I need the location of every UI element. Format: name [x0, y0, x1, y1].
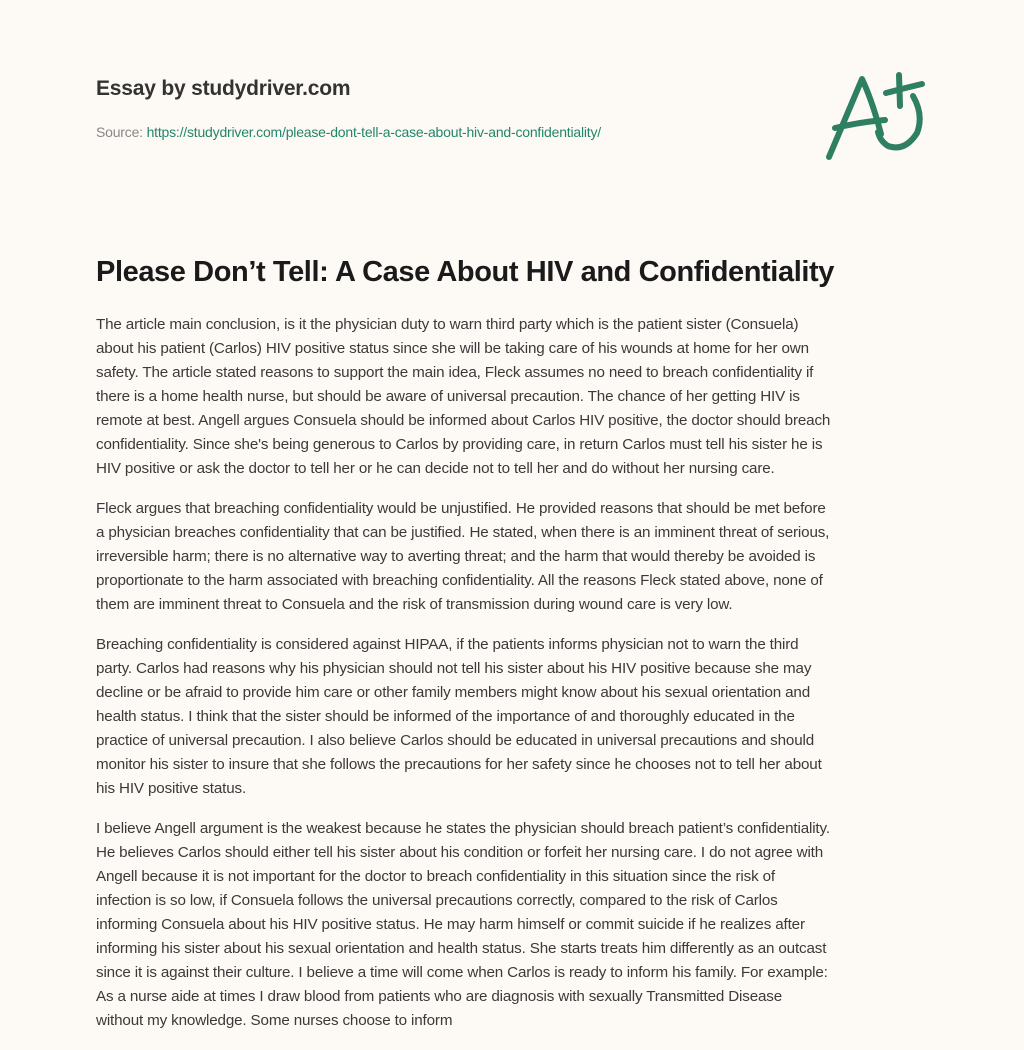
paragraph-line: informing his sister about his sexual orientation and health status. She starts treats him differently as an outcast [96, 940, 827, 957]
paragraph-line: monitor his sister to insure that she follows the precautions for her safety since he chooses not to tell her about [96, 756, 822, 773]
source-link[interactable]: https://studydriver.com/please-dont-tell-a-case-about-hiv-and-confidentiality/ [146, 124, 601, 140]
paragraph-line: about his patient (Carlos) HIV positive status since she will be taking care of his wounds at home for her own [96, 340, 809, 357]
paragraph-line: his HIV positive status. [96, 780, 247, 797]
paragraph-line: He believes Carlos should either tell his sister about his condition or forfeit her nursing care. I do not agree with [96, 844, 824, 861]
paragraph-line: practice of universal precaution. I also believe Carlos should be educated in universal precautions and should [96, 732, 815, 749]
paragraph-line: Angell because it is not important for the doctor to breach confidentiality in this situation since the risk of [96, 868, 775, 885]
paragraph-line: confidentiality. Since she's being generous to Carlos by providing care, in return Carlos must tell his sister he is [96, 436, 823, 453]
site-title: Essay by studydriver.com [96, 77, 351, 100]
paragraph-line: The article main conclusion, is it the physician duty to warn third party which is the patient sister (Consuela) [96, 316, 799, 333]
paragraph-line: Breaching confidentiality is considered against HIPAA, if the patients informs physician not to warn the third [96, 636, 799, 653]
paragraph-line: them are imminent threat to Consuela and the risk of transmission during wound care is very low. [96, 596, 733, 613]
paragraph-line: As a nurse aide at times I draw blood from patients who are diagnosis with sexually Transmitted Disease [96, 988, 783, 1005]
paragraph-line: proportionate to the harm associated with breaching confidentiality. All the reasons Fleck stated above, none of [96, 572, 823, 589]
paragraph-line: irreversible harm; there is no alternative way to averting threat; and the harm that would thereby be avoided is [96, 548, 816, 565]
essay-paragraph [96, 633, 936, 801]
paragraph-line: I believe Angell argument is the weakest because he states the physician should breach patient’s confidentiality. [96, 820, 830, 837]
paragraph-line: safety. The article stated reasons to support the main idea, Fleck assumes no need to breach confidentiality if [96, 364, 814, 381]
essay-paragraph [96, 817, 936, 1033]
essay-title: Please Don’t Tell: A Case About HIV and Confidentiality [96, 256, 834, 288]
paragraph-line: there is a home health nurse, but should be aware of universal precaution. The chance of her getting HIV is [96, 388, 800, 405]
paragraph-line: decline or be afraid to provide him care or other family members might know about his sexual orientation and [96, 684, 811, 701]
paragraph-line: a physician breaches confidentiality that can be justified. He stated, when there is an imminent threat of serious, [96, 524, 830, 541]
paragraph-line: informing Consuela about his HIV positive status. He may harm himself or commit suicide if he realizes after [96, 916, 805, 933]
paragraph-line: Fleck argues that breaching confidentiality would be unjustified. He provided reasons that should be met before [96, 500, 826, 517]
source-line [96, 124, 601, 140]
paragraph-line: health status. I think that the sister should be informed of the importance of and thoroughly educated in the [96, 708, 795, 725]
essay-paragraph [96, 497, 936, 617]
a-plus-logo-icon [810, 60, 940, 170]
source-label: Source: [96, 124, 143, 140]
paragraph-line: without my knowledge. Some nurses choose to inform [96, 1012, 453, 1029]
paragraph-line: HIV positive or ask the doctor to tell her or he can decide not to tell her and do without her nursing care. [96, 460, 775, 477]
essay-paragraph [96, 313, 936, 481]
essay-body [96, 313, 936, 1049]
paragraph-line: since it is against their culture. I believe a time will come when Carlos is ready to inform his family. For example: [96, 964, 828, 981]
paragraph-line: party. Carlos had reasons why his physician should not tell his sister about his HIV positive because she may [96, 660, 812, 677]
paragraph-line: remote at best. Angell argues Consuela should be informed about Carlos HIV positive, the doctor should breach [96, 412, 831, 429]
paragraph-line: infection is so low, if Consuela follows the universal precautions correctly, compared to the risk of Carlos [96, 892, 778, 909]
